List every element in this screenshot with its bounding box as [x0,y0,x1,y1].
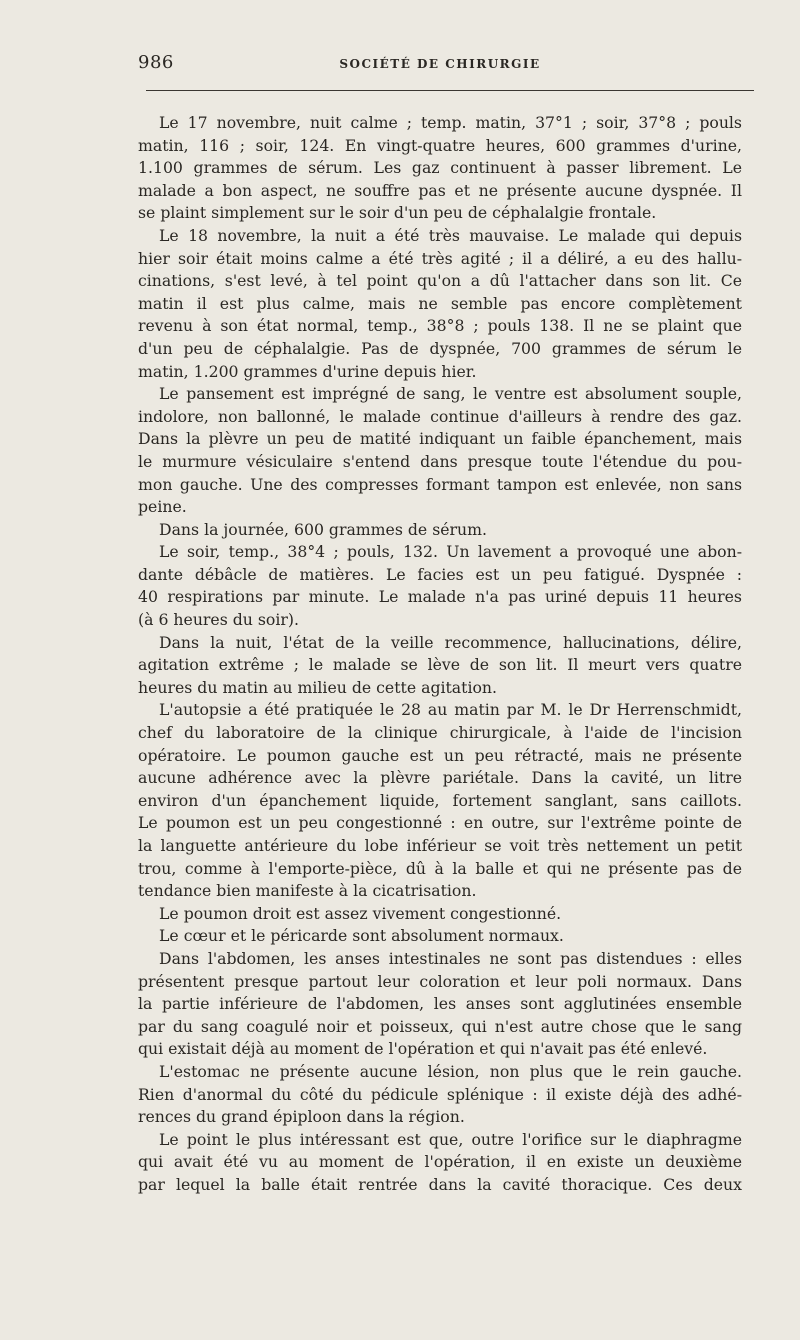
paragraph [138,541,742,631]
text-line: se plaint simplement sur le soir d'un peu de céphalalgie frontale. [138,203,657,223]
text-line: qui existait déjà au moment de l'opération et qui n'avait pas été enlevé. [138,1039,708,1059]
text-line: trou, comme à l'emporte-pièce, dû à la balle et qui ne présente pas de [138,858,742,878]
text-line: matin, 1.200 grammes d'urine depuis hier. [138,361,477,381]
text-line: Dans la journée, 600 grammes de sérum. [159,519,487,539]
text-line: Dans l'abdomen, les anses intestinales ne sont pas distendues : elles [159,948,742,968]
text-line: L'autopsie a été pratiquée le 28 au matin par M. le Dr Herrenschmidt, [159,700,742,720]
text-line: malade a bon aspect, ne souffre pas et ne présente aucune dyspnée. Il [138,180,742,200]
body-text [138,112,742,1197]
text-line: tendance bien manifeste à la cicatrisation. [138,881,477,901]
text-line: Le point le plus intéressant est que, outre l'orifice sur le diaphragme [159,1129,742,1149]
text-line: matin, 116 ; soir, 124. En vingt-quatre heures, 600 grammes d'urine, [138,135,742,155]
text-line: qui avait été vu au moment de l'opération, il en existe un deuxième [138,1152,742,1172]
text-line: la languette antérieure du lobe inférieur se voit très nettement un petit [138,836,742,855]
text-line: indolore, non ballonné, le malade continue d'ailleurs à rendre des gaz. [138,406,742,426]
page-number: 986 [138,52,174,73]
text-line: Dans la nuit, l'état de la veille recommence, hallucinations, délire, [159,632,742,652]
text-line: Rien d'anormal du côté du pédicule splénique : il existe déjà des adhé- [138,1084,742,1104]
text-line: matin il est plus calme, mais ne semble pas encore complètement [138,293,742,313]
running-head: SOCIÉTÉ DE CHIRURGIE [339,57,541,71]
paragraph [138,925,742,948]
paragraph [138,383,742,519]
text-line: cinations, s'est levé, à tel point qu'on a dû l'attacher dans son lit. Ce [138,271,742,291]
text-line: rences du grand épiploon dans la région. [138,1107,465,1127]
paragraph [138,948,742,1061]
text-line: le murmure vésiculaire s'entend dans presque toute l'étendue du pou- [138,451,742,471]
text-line: présentent presque partout leur coloration et leur poli normaux. Dans [138,971,742,991]
paragraph [138,903,742,926]
paragraph [138,519,742,542]
text-line: chef du laboratoire de la clinique chirurgicale, à l'aide de l'incision [138,723,742,743]
text-line: Le 18 novembre, la nuit a été très mauvaise. Le malade qui depuis [159,225,742,245]
paragraph [138,1129,742,1197]
paragraph [138,632,742,700]
text-line: heures du matin au milieu de cette agitation. [138,677,498,697]
text-line: 40 respirations par minute. Le malade n'a pas uriné depuis 11 heures [138,587,742,607]
text-line: mon gauche. Une des compresses formant tampon est enlevée, non sans [138,474,742,494]
text-line: revenu à son état normal, temp., 38°8 ; pouls 138. Il ne se plaint que [138,316,742,336]
paragraph [138,699,742,902]
text-line: Le cœur et le péricarde sont absolument normaux. [159,926,564,946]
text-line: Le poumon droit est assez vivement congestionné. [159,903,562,923]
text-line: peine. [138,497,187,517]
text-line: Dans la plèvre un peu de matité indiquant un faible épanchement, mais [138,429,742,449]
text-line: environ d'un épanchement liquide, fortement sanglant, sans caillots. [138,790,742,810]
text-line: hier soir était moins calme a été très agité ; il a déliré, a eu des hallu- [138,248,742,268]
text-line: Le soir, temp., 38°4 ; pouls, 132. Un lavement a provoqué une abon- [159,542,742,562]
text-line: aucune adhérence avec la plèvre pariétale. Dans la cavité, un litre [138,768,742,788]
text-line: agitation extrême ; le malade se lève de son lit. Il meurt vers quatre [138,655,742,675]
text-line: opératoire. Le poumon gauche est un peu rétracté, mais ne présente [138,745,742,765]
text-line: Le pansement est imprégné de sang, le ventre est absolument souple, [159,384,742,404]
text-line: L'estomac ne présente aucune lésion, non plus que le rein gauche. [159,1061,742,1081]
text-line: dante débâcle de matières. Le facies est un peu fatigué. Dyspnée : [138,564,742,584]
text-line: Le poumon est un peu congestionné : en outre, sur l'extrême pointe de [138,813,742,833]
page-header [138,52,742,76]
text-line: d'un peu de céphalalgie. Pas de dyspnée, 700 grammes de sérum le [138,338,742,358]
header-rule [146,90,754,91]
paragraph [138,225,742,383]
text-line: Le 17 novembre, nuit calme ; temp. matin, 37°1 ; soir, 37°8 ; pouls [159,113,742,132]
text-line: (à 6 heures du soir). [138,610,299,630]
text-line: 1.100 grammes de sérum. Les gaz continuent à passer librement. Le [138,158,742,178]
text-line: par du sang coagulé noir et poisseux, qui n'est autre chose que le sang [138,1016,742,1036]
text-line: par lequel la balle était rentrée dans la cavité thoracique. Ces deux [138,1174,742,1194]
text-line: la partie inférieure de l'abdomen, les anses sont agglutinées ensemble [138,994,742,1014]
paragraph [138,1061,742,1129]
paragraph [138,112,742,225]
